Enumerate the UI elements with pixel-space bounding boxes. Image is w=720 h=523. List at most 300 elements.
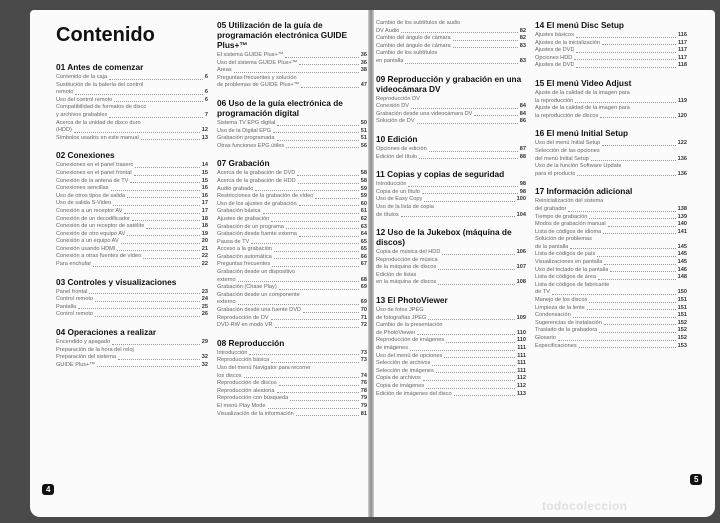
leader-dots xyxy=(277,140,359,141)
toc-entry[interactable] xyxy=(56,104,208,112)
section-heading: 10 Edición xyxy=(376,133,418,144)
toc-entry-page: 12 xyxy=(201,127,208,134)
toc-entry[interactable] xyxy=(376,249,526,257)
leader-dots xyxy=(591,160,676,161)
toc-entry-text: Ajuste de la calidad de la imagen para xyxy=(535,89,630,96)
leader-dots xyxy=(299,205,359,206)
toc-entry[interactable] xyxy=(56,135,208,143)
toc-entry-text: Copia de música del HDD xyxy=(376,249,441,256)
leader-dots xyxy=(117,250,199,251)
toc-entry-page: 119 xyxy=(677,97,687,104)
toc-entry[interactable] xyxy=(56,208,208,216)
toc-entry[interactable] xyxy=(217,357,367,365)
toc-entry[interactable] xyxy=(217,350,367,358)
toc-entry-text: Glosario xyxy=(535,335,556,341)
toc-entry-text: Uso de Easy Copy xyxy=(376,196,423,203)
section-heading: 07 Grabación xyxy=(217,158,270,169)
toc-entry[interactable] xyxy=(535,171,687,179)
toc-entry-text: Para enchufar xyxy=(56,261,92,268)
toc-entry[interactable] xyxy=(217,403,367,411)
page-number-right: 5 xyxy=(690,474,702,485)
toc-entry[interactable] xyxy=(535,297,687,305)
leader-dots xyxy=(111,190,200,191)
toc-entry-text: Reproducción de música xyxy=(376,256,438,263)
book-gutter xyxy=(368,10,374,517)
section-heading: 08 Reproducción xyxy=(217,337,285,348)
toc-entry-page: 152 xyxy=(677,319,687,326)
toc-entry[interactable] xyxy=(56,238,208,246)
toc-entry[interactable] xyxy=(376,264,526,272)
toc-entry[interactable] xyxy=(535,251,687,259)
toc-entry-text: Acerca de la grabación de HDD xyxy=(217,177,296,184)
toc-entry[interactable] xyxy=(535,98,687,106)
leader-dots xyxy=(299,236,359,237)
toc-entry-text: Edición de imágenes del disco xyxy=(376,390,452,397)
leader-dots xyxy=(603,233,675,234)
toc-entry-page: 138 xyxy=(677,205,687,212)
toc-entry[interactable] xyxy=(376,43,526,51)
toc-entry-text: Sugerencias de instalación xyxy=(535,319,602,326)
toc-entry-text: Reproducción de imágenes xyxy=(376,337,445,344)
toc-entry[interactable] xyxy=(535,221,687,229)
toc-entry[interactable] xyxy=(56,354,208,362)
toc-entry-text: Reinicialización del sistema xyxy=(535,198,604,205)
toc-entry[interactable] xyxy=(217,365,367,373)
toc-entry[interactable] xyxy=(217,395,367,403)
toc-entry[interactable] xyxy=(56,200,208,208)
toc-entry-text: Solución de DV xyxy=(376,118,415,125)
leader-dots xyxy=(303,312,359,313)
toc-entry-page: 50 xyxy=(360,119,367,126)
toc-entry-page: 141 xyxy=(677,228,687,235)
leader-dots xyxy=(118,359,200,360)
leader-dots xyxy=(401,32,517,33)
leader-dots xyxy=(602,145,675,146)
toc-entry-page: 86 xyxy=(519,118,526,125)
toc-entry-page: 83 xyxy=(519,42,526,49)
toc-entry-page: 150 xyxy=(677,289,687,296)
toc-entry-text: Solución de problemas xyxy=(535,236,592,243)
toc-entry-page: 110 xyxy=(516,329,526,336)
leader-dots xyxy=(238,304,359,305)
toc-entry-text: Control remoto xyxy=(56,311,93,318)
toc-entry[interactable] xyxy=(217,292,367,300)
toc-entry[interactable] xyxy=(217,246,367,254)
toc-entry[interactable] xyxy=(535,90,687,98)
leader-dots xyxy=(602,44,676,45)
leader-dots xyxy=(454,395,515,396)
toc-entry-text: la reproducción de discos xyxy=(535,112,599,119)
toc-entry-text: Ajustes de DVD xyxy=(535,62,575,69)
toc-entry-text: Selección de archivos xyxy=(376,360,431,367)
toc-entry[interactable] xyxy=(376,154,526,162)
toc-entry[interactable] xyxy=(56,246,208,254)
toc-entry-text: Grabación de un programa xyxy=(217,223,284,230)
toc-entry[interactable] xyxy=(56,112,208,120)
toc-entry[interactable] xyxy=(217,170,367,178)
toc-entry[interactable] xyxy=(217,269,367,277)
toc-entry[interactable] xyxy=(376,279,526,287)
toc-entry[interactable] xyxy=(217,82,367,90)
toc-entry[interactable] xyxy=(217,307,367,315)
toc-entry[interactable] xyxy=(376,345,526,353)
toc-entry-text: de PhotoViewer xyxy=(376,329,416,336)
toc-entry-page: 81 xyxy=(360,410,367,417)
toc-entry-page: 117 xyxy=(677,54,687,61)
leader-dots xyxy=(552,294,676,295)
toc-entry[interactable] xyxy=(535,47,687,55)
toc-entry[interactable] xyxy=(217,277,367,285)
toc-entry[interactable] xyxy=(217,284,367,292)
toc-entry-page: 71 xyxy=(360,314,367,321)
toc-entry[interactable] xyxy=(535,32,687,40)
toc-entry[interactable] xyxy=(56,74,208,82)
leader-dots xyxy=(577,175,675,176)
leader-dots xyxy=(277,392,359,393)
toc-entry[interactable] xyxy=(376,272,526,280)
toc-entry-page: 84 xyxy=(519,103,526,110)
toc-entry-text: Reproducción con búsqueda xyxy=(217,395,289,402)
toc-entry[interactable] xyxy=(535,305,687,313)
toc-entry[interactable] xyxy=(535,244,687,252)
toc-entry[interactable] xyxy=(217,52,367,60)
toc-entry[interactable] xyxy=(376,35,526,43)
toc-entry[interactable] xyxy=(217,208,367,216)
toc-entry[interactable] xyxy=(376,28,526,36)
toc-entry-page: 78 xyxy=(360,387,367,394)
toc-column-2 xyxy=(217,20,367,426)
section-heading: 03 Controles y visualizaciones xyxy=(56,276,177,287)
toc-entry[interactable] xyxy=(376,330,526,338)
toc-entry[interactable] xyxy=(217,322,367,330)
toc-entry-text: de imágenes xyxy=(376,345,409,352)
toc-entry[interactable] xyxy=(376,146,526,154)
toc-entry[interactable] xyxy=(217,186,367,194)
toc-entry-page: 73 xyxy=(360,357,367,364)
toc-entry-page: 70 xyxy=(360,307,367,314)
toc-entry[interactable] xyxy=(56,120,208,128)
toc-entry[interactable] xyxy=(56,339,208,347)
toc-entry-page: 82 xyxy=(519,35,526,42)
toc-entry-text: Copia de un título xyxy=(376,188,420,195)
toc-entry-page: 22 xyxy=(201,253,208,260)
toc-entry-text: Ajustes básicos xyxy=(535,32,574,38)
toc-entry[interactable] xyxy=(217,201,367,209)
toc-entry-text: remoto xyxy=(56,89,74,96)
toc-entry[interactable] xyxy=(535,55,687,63)
leader-dots xyxy=(299,64,358,65)
toc-entry-page: 18 xyxy=(201,223,208,230)
toc-entry[interactable] xyxy=(376,181,526,189)
toc-entry-text: Conexión usando HDMI xyxy=(56,245,116,252)
toc-entry-text: Uso de salida S-Video xyxy=(56,200,112,207)
leader-dots xyxy=(97,366,200,367)
toc-entry-page: 65 xyxy=(360,246,367,253)
toc-entry[interactable] xyxy=(376,337,526,345)
toc-entry[interactable] xyxy=(535,229,687,237)
leader-dots xyxy=(576,52,675,53)
toc-entry[interactable] xyxy=(56,289,208,297)
toc-entry-page: 136 xyxy=(677,155,687,162)
leader-dots xyxy=(279,289,359,290)
leader-dots xyxy=(121,243,200,244)
leader-dots xyxy=(286,147,359,148)
toc-entry-page: 112 xyxy=(516,375,526,382)
leader-dots xyxy=(244,377,359,378)
toc-entry[interactable] xyxy=(217,254,367,262)
toc-entry[interactable] xyxy=(376,353,526,361)
toc-entry-page: 61 xyxy=(360,208,367,215)
toc-entry[interactable] xyxy=(56,261,208,269)
toc-entry[interactable] xyxy=(217,178,367,186)
toc-entry[interactable] xyxy=(217,143,367,151)
toc-entry[interactable] xyxy=(535,259,687,267)
toc-entry-text: Cambio de la presentación xyxy=(376,322,443,329)
toc-section-17 xyxy=(535,186,687,350)
leader-dots xyxy=(411,108,518,109)
toc-entry-page: 111 xyxy=(517,345,526,352)
toc-entry[interactable] xyxy=(376,118,526,126)
toc-entry[interactable] xyxy=(217,128,367,136)
leader-dots xyxy=(113,205,200,206)
toc-entry-page: 17 xyxy=(201,200,208,207)
toc-entry[interactable] xyxy=(376,368,526,376)
toc-entry[interactable] xyxy=(376,375,526,383)
toc-entry[interactable] xyxy=(376,383,526,391)
toc-entry[interactable] xyxy=(535,274,687,282)
toc-entry-page: 153 xyxy=(677,342,687,349)
toc-entry[interactable] xyxy=(217,388,367,396)
toc-entry-page: 111 xyxy=(517,367,526,374)
toc-entry-text: El sistema GUIDE Plus+™ xyxy=(217,52,284,58)
toc-entry-text: externo xyxy=(217,299,236,306)
toc-entry[interactable] xyxy=(535,267,687,275)
toc-entry-text: Modos de grabación manual xyxy=(535,221,606,228)
toc-entry[interactable] xyxy=(217,193,367,201)
toc-entry[interactable] xyxy=(376,50,526,58)
toc-column-1 xyxy=(56,62,208,377)
toc-entry[interactable] xyxy=(217,135,367,143)
toc-entry[interactable] xyxy=(535,335,687,343)
toc-entry-page: 69 xyxy=(360,284,367,291)
toc-entry[interactable] xyxy=(535,236,687,244)
leader-dots xyxy=(573,317,676,318)
toc-entry[interactable] xyxy=(376,360,526,368)
toc-entry[interactable] xyxy=(376,212,526,220)
toc-entry[interactable] xyxy=(217,231,367,239)
toc-entry-page: 63 xyxy=(360,223,367,230)
leader-dots xyxy=(263,213,359,214)
toc-entry[interactable] xyxy=(535,156,687,164)
toc-entry[interactable] xyxy=(217,216,367,224)
toc-entry[interactable] xyxy=(376,111,526,119)
toc-entry[interactable] xyxy=(56,362,208,370)
toc-entry[interactable] xyxy=(56,97,208,105)
section-heading: 02 Conexiones xyxy=(56,150,115,161)
toc-entry[interactable] xyxy=(535,163,687,171)
toc-entry[interactable] xyxy=(56,253,208,261)
toc-entry-text: Opciones de edición xyxy=(376,145,427,152)
toc-entry[interactable] xyxy=(535,343,687,351)
toc-entry[interactable] xyxy=(535,40,687,48)
toc-entry[interactable] xyxy=(56,311,208,319)
leader-dots xyxy=(285,57,358,58)
toc-entry[interactable] xyxy=(376,315,526,323)
toc-entry[interactable] xyxy=(217,299,367,307)
toc-entry[interactable] xyxy=(376,58,526,66)
toc-entry-page: 83 xyxy=(519,57,526,64)
toc-entry[interactable] xyxy=(217,60,367,68)
toc-entry-page: 29 xyxy=(201,339,208,346)
toc-entry[interactable] xyxy=(535,214,687,222)
toc-entry[interactable] xyxy=(56,170,208,178)
leader-dots xyxy=(568,211,675,212)
section-heading: 06 Uso de la guía electrónica de programación digital xyxy=(217,97,343,118)
toc-entry-text: Grabación programada xyxy=(217,135,275,142)
toc-entry[interactable] xyxy=(376,257,526,265)
toc-entry-text: Uso de los ajustes de grabación xyxy=(217,200,297,207)
toc-entry-page: 38 xyxy=(360,67,367,74)
toc-entry-text: Preparación de la hora del reloj xyxy=(56,346,134,353)
toc-entry-page: 47 xyxy=(360,82,367,89)
toc-entry-text: Preguntas frecuentes y solución xyxy=(217,74,297,81)
toc-entry[interactable] xyxy=(535,312,687,320)
toc-entry[interactable] xyxy=(376,391,526,399)
toc-entry[interactable] xyxy=(376,103,526,111)
toc-entry[interactable] xyxy=(56,185,208,193)
toc-entry[interactable] xyxy=(535,105,687,113)
toc-entry[interactable] xyxy=(376,322,526,330)
toc-entry[interactable] xyxy=(535,289,687,297)
toc-entry-text: Ajuste de la calidad de la imagen para xyxy=(535,105,630,112)
toc-entry[interactable] xyxy=(217,75,367,83)
leader-dots xyxy=(600,117,675,118)
toc-entry[interactable] xyxy=(535,148,687,156)
section-heading: 01 Antes de comenzar xyxy=(56,62,144,72)
toc-entry-text: del grabador xyxy=(535,205,567,212)
toc-entry-text: Pantalla xyxy=(56,303,77,310)
toc-entry-page: 23 xyxy=(201,288,208,295)
toc-entry[interactable] xyxy=(535,140,687,148)
toc-section-02 xyxy=(56,150,208,268)
toc-entry[interactable] xyxy=(376,189,526,197)
toc-entry[interactable] xyxy=(56,304,208,312)
leader-dots xyxy=(95,316,200,317)
leader-dots xyxy=(422,193,518,194)
toc-entry[interactable] xyxy=(217,261,367,269)
toc-entry-page: 74 xyxy=(360,372,367,379)
toc-entry[interactable] xyxy=(217,380,367,388)
leader-dots xyxy=(255,190,358,191)
leader-dots xyxy=(419,158,518,159)
leader-dots xyxy=(576,67,675,68)
leader-dots xyxy=(608,226,676,227)
toc-entry-text: la reproducción xyxy=(535,97,574,104)
toc-entry[interactable] xyxy=(56,162,208,170)
toc-entry[interactable] xyxy=(56,223,208,231)
toc-section-08-continued xyxy=(376,20,526,66)
toc-entry-page: 100 xyxy=(516,196,526,203)
toc-entry[interactable] xyxy=(535,320,687,328)
toc-entry-text: Ajustes de grabación xyxy=(217,215,270,222)
leader-dots xyxy=(277,125,358,126)
toc-entry[interactable] xyxy=(217,373,367,381)
toc-entry[interactable] xyxy=(535,327,687,335)
toc-entry[interactable] xyxy=(217,224,367,232)
toc-entry-text: Panel frontal xyxy=(56,288,88,295)
toc-entry[interactable] xyxy=(376,96,526,104)
toc-entry[interactable] xyxy=(535,113,687,121)
toc-entry[interactable] xyxy=(56,296,208,304)
toc-entry[interactable] xyxy=(535,206,687,214)
toc-entry-text: Reproducción básica xyxy=(217,357,270,364)
toc-entry[interactable] xyxy=(56,82,208,90)
toc-entry[interactable] xyxy=(56,89,208,97)
leader-dots xyxy=(95,301,200,302)
toc-entry[interactable] xyxy=(535,282,687,290)
toc-entry-text: Introducción xyxy=(217,349,248,356)
toc-section-11 xyxy=(376,169,526,219)
page-title: Contenido xyxy=(56,24,155,46)
toc-entry-text: Preguntas frecuentes xyxy=(217,261,271,268)
toc-entry-text: Selección de imágenes xyxy=(376,367,434,374)
toc-entry[interactable] xyxy=(56,231,208,239)
toc-entry-text: Edición del título xyxy=(376,153,418,160)
toc-entry[interactable] xyxy=(56,193,208,201)
toc-entry[interactable] xyxy=(217,411,367,419)
toc-entry-text: Reproducción de DV xyxy=(217,314,269,321)
toc-entry-text: Cambio del ángulo de cámara xyxy=(376,42,451,49)
leader-dots xyxy=(429,151,518,152)
toc-entry[interactable] xyxy=(376,204,526,212)
toc-entry-text: Uso del menú de opciones xyxy=(376,352,443,359)
toc-entry[interactable] xyxy=(56,178,208,186)
toc-entry-page: 116 xyxy=(677,32,687,38)
toc-entry[interactable] xyxy=(217,315,367,323)
toc-entry-text: del menú Initial Setup xyxy=(535,155,589,162)
toc-entry[interactable] xyxy=(217,120,367,128)
toc-entry-text: Uso de otros tipos de salida xyxy=(56,192,126,199)
leader-dots xyxy=(436,372,515,373)
toc-entry-page: 151 xyxy=(677,297,687,304)
leader-dots xyxy=(274,258,359,259)
toc-entry[interactable] xyxy=(376,20,526,28)
toc-entry-page: 36 xyxy=(360,52,367,58)
toc-entry[interactable] xyxy=(217,67,367,75)
toc-entry-text: Especificaciones xyxy=(535,342,577,349)
toc-entry[interactable] xyxy=(56,127,208,135)
toc-entry-page: 151 xyxy=(677,312,687,319)
toc-entry[interactable] xyxy=(376,307,526,315)
toc-entry[interactable] xyxy=(376,196,526,204)
leader-dots xyxy=(74,132,200,133)
toc-entry-page: 87 xyxy=(519,145,526,152)
toc-entry-page: 24 xyxy=(201,296,208,303)
toc-entry[interactable] xyxy=(535,62,687,70)
toc-entry-text: Cambio de los subtítulos de audio xyxy=(376,20,461,26)
toc-entry[interactable] xyxy=(56,347,208,355)
toc-entry[interactable] xyxy=(217,239,367,247)
toc-entry[interactable] xyxy=(56,216,208,224)
toc-entry[interactable] xyxy=(535,198,687,206)
toc-entry-page: 117 xyxy=(677,47,687,54)
toc-section-09 xyxy=(376,74,526,126)
page-number-left: 4 xyxy=(42,484,54,495)
leader-dots xyxy=(453,47,518,48)
toc-entry-text: para el producto xyxy=(535,170,576,177)
toc-entry-page: 51 xyxy=(360,127,367,134)
toc-entry-text: Encendido y apagado xyxy=(56,339,111,346)
